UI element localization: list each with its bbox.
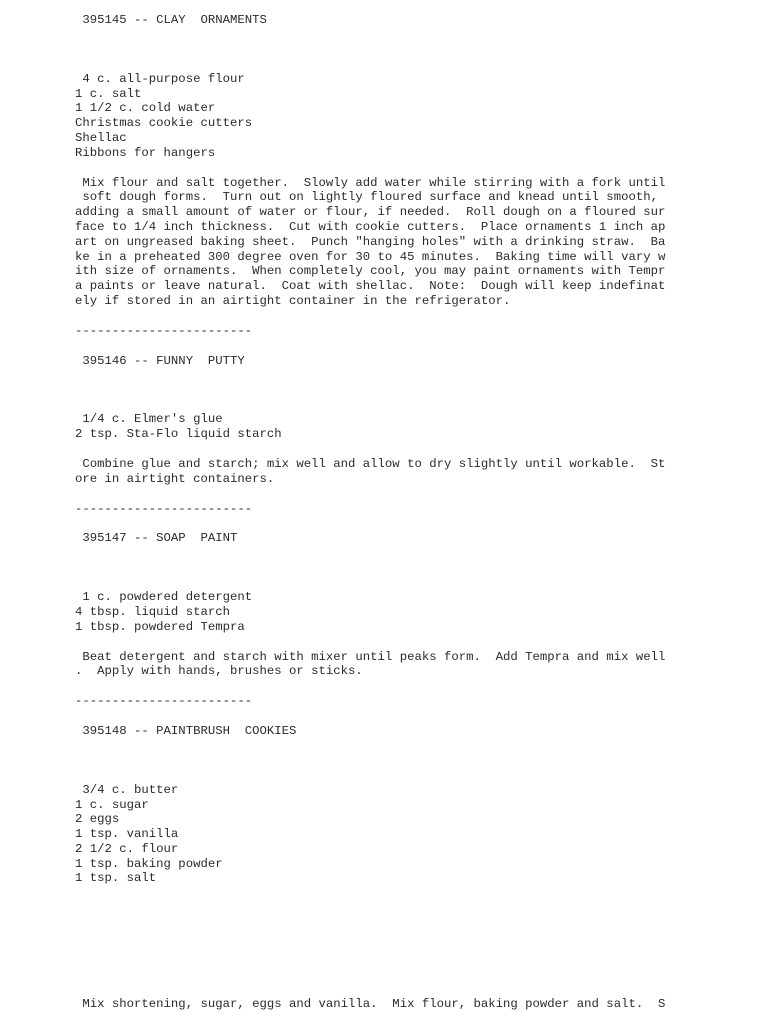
ingredient-line: 1 c. salt (75, 86, 142, 101)
recipe-title: 395148 -- PAINTBRUSH COOKIES (75, 723, 297, 738)
directions-line: ore in airtight containers. (75, 471, 275, 486)
ingredient-line: 2 tsp. Sta-Flo liquid starch (75, 427, 282, 442)
directions-line: . Apply with hands, brushes or sticks. (75, 664, 363, 679)
ingredient-line: 2 eggs (75, 812, 120, 827)
ingredient-line: 4 tbsp. liquid starch (75, 604, 230, 619)
separator-rule: ------------------------ (75, 694, 253, 709)
recipe-title: 395145 -- CLAY ORNAMENTS (75, 13, 267, 27)
ingredient-line: 2 1/2 c. flour (75, 841, 179, 856)
ingredient-line: Christmas cookie cutters (75, 116, 253, 131)
directions-line: ith size of ornaments. When completely cool, you may paint ornaments with Tempr (75, 264, 666, 279)
ingredient-line: 1 tsp. vanilla (75, 827, 179, 842)
separator-rule: ------------------------ (75, 323, 253, 338)
ingredient-list (75, 72, 715, 161)
directions-line: face to 1/4 inch thickness. Cut with cookie cutters. Place ornaments 1 inch ap (75, 219, 666, 234)
directions-paragraph (75, 176, 715, 309)
directions-line: art on ungreased baking sheet. Punch "hanging holes" with a drinking straw. Ba (75, 234, 666, 249)
ingredient-line: Shellac (75, 130, 127, 145)
directions-line: ely if stored in an airtight container in the refrigerator. (75, 293, 511, 308)
directions-line: Mix flour and salt together. Slowly add water while stirring with a fork until (75, 175, 666, 190)
ingredient-line: 1 1/2 c. cold water (75, 101, 216, 116)
ingredient-line: 1 tsp. salt (75, 871, 157, 886)
directions-paragraph (75, 457, 715, 487)
ingredient-line: 1 c. powdered detergent (75, 590, 253, 605)
directions-line: adding a small amount of water or flour, if needed. Roll dough on a floured sur (75, 205, 666, 220)
ingredient-list (75, 783, 715, 887)
ingredient-line: Ribbons for hangers (75, 145, 216, 160)
ingredient-list (75, 590, 715, 634)
directions-line: Beat detergent and starch with mixer until peaks form. Add Tempra and mix well (75, 649, 666, 664)
directions-paragraph (75, 997, 715, 1012)
directions-line: Mix shortening, sugar, eggs and vanilla. Mix flour, baking powder and salt. S (75, 997, 666, 1012)
ingredient-line: 1 c. sugar (75, 797, 149, 812)
directions-paragraph (75, 650, 715, 680)
directions-line: soft dough forms. Turn out on lightly floured surface and knead until smooth, (75, 190, 658, 205)
ingredient-line: 1/4 c. Elmer's glue (75, 412, 223, 427)
document-page (75, 13, 715, 1012)
directions-line: Combine glue and starch; mix well and allow to dry slightly until workable. St (75, 456, 666, 471)
ingredient-line: 4 c. all-purpose flour (75, 71, 245, 86)
directions-line: ke in a preheated 300 degree oven for 30 to 45 minutes. Baking time will vary w (75, 249, 666, 264)
recipe-title: 395147 -- SOAP PAINT (75, 531, 238, 546)
ingredient-line: 3/4 c. butter (75, 782, 179, 797)
recipe-title: 395146 -- FUNNY PUTTY (75, 353, 245, 368)
separator-rule: ------------------------ (75, 501, 253, 516)
ingredient-line: 1 tbsp. powdered Tempra (75, 619, 245, 634)
ingredient-list (75, 412, 715, 442)
directions-line: a paints or leave natural. Coat with shellac. Note: Dough will keep indefinat (75, 279, 666, 294)
ingredient-line: 1 tsp. baking powder (75, 856, 223, 871)
